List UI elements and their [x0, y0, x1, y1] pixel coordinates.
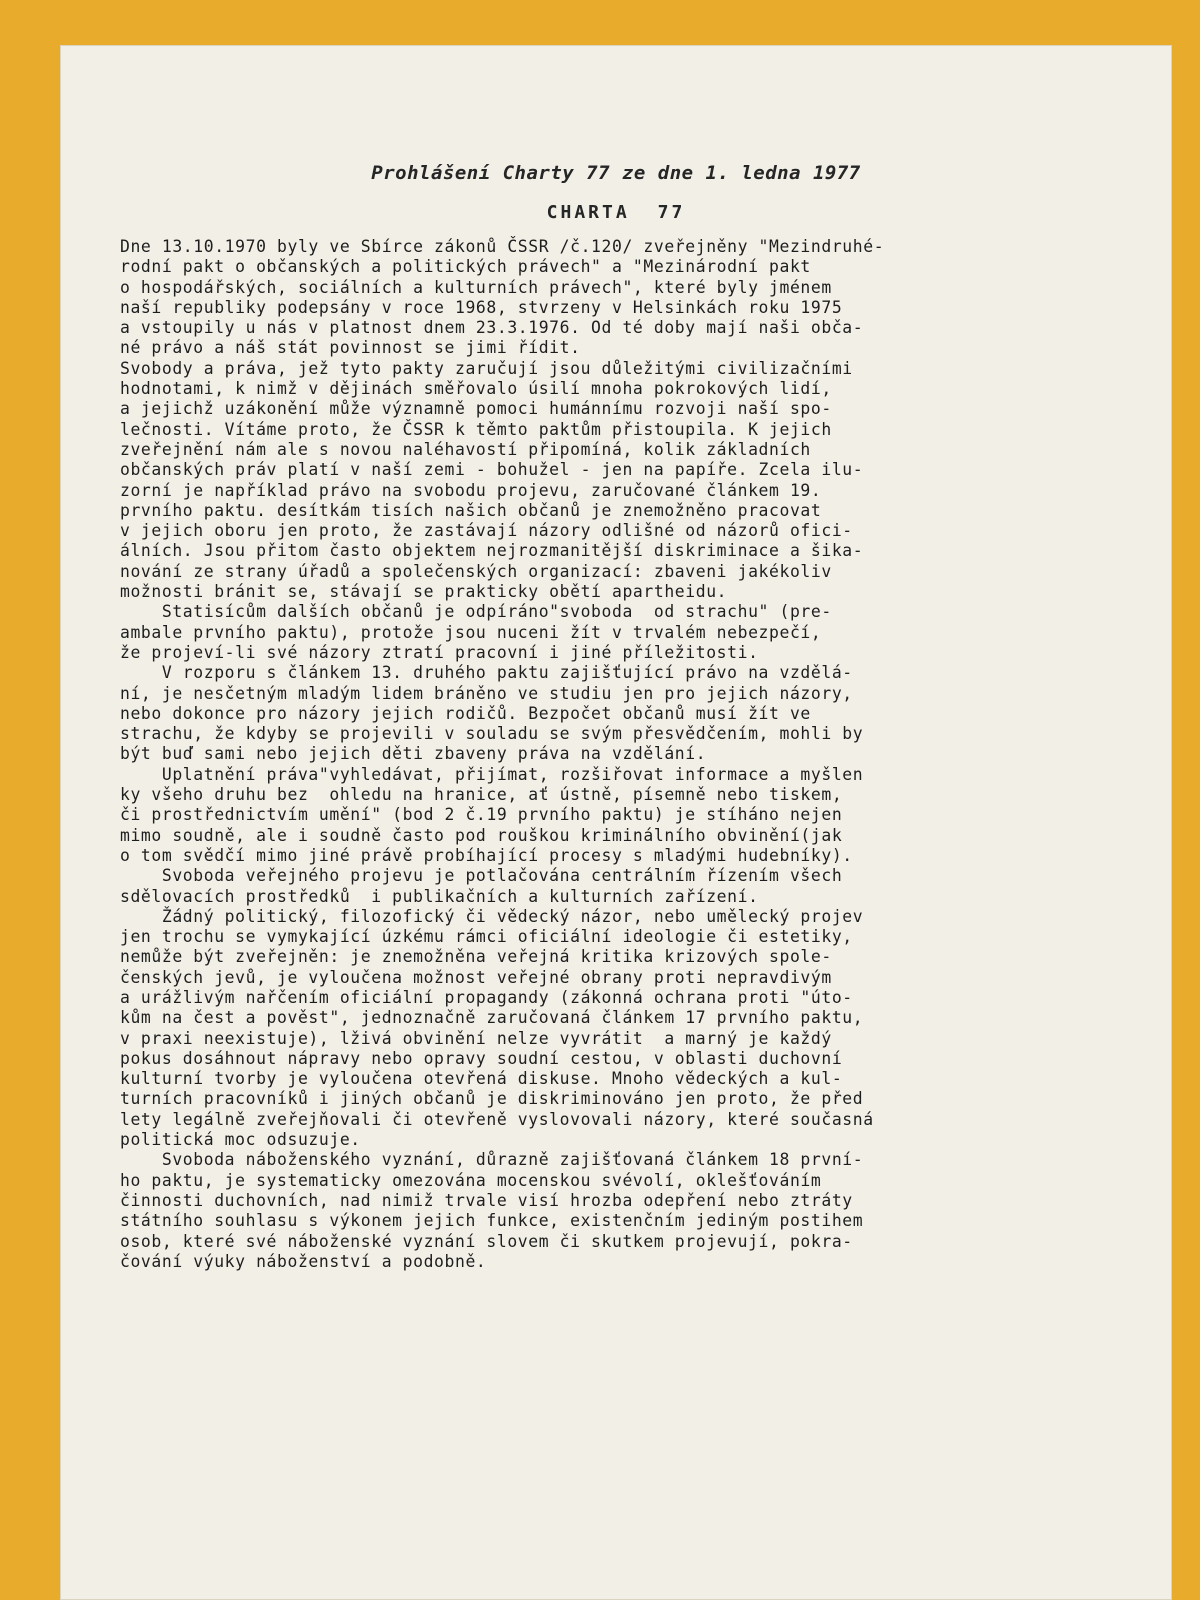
text-line: a vstoupily u nás v platnost dnem 23.3.1976. Od té doby mají naši obča- — [120, 318, 864, 338]
heading-left: CHARTA — [546, 202, 630, 223]
heading-right: 77 — [657, 202, 686, 223]
text-line: že projeví-li své názory ztratí pracovní i jiné příležitosti. — [120, 642, 759, 662]
text-line: hodnotami, k nimž v dějinách směřovalo úsilí mnoha pokrokových lidí, — [120, 379, 832, 399]
text-line: lečnosti. Vítáme proto, že ČSSR k těmto paktům přistoupila. K jejich — [120, 419, 832, 439]
text-line: lety legálně zveřejňovali či otevřeně vyslovovali názory, které současná — [120, 1109, 874, 1129]
text-line: občanských práv platí v naší zemi - bohužel - jen na papíře. Zcela ilu- — [120, 460, 864, 480]
document-page — [60, 45, 1172, 1600]
text-line: álních. Jsou přitom často objektem nejrozmanitější diskriminace a šika- — [120, 541, 864, 561]
text-line: čenských jevů, je vyloučena možnost veřejné obrany proti nepravdivým — [120, 967, 832, 987]
text-line: Žádný politický, filozofický či vědecký názor, nebo umělecký projev — [120, 906, 864, 926]
text-line: kům na čest a pověst", jednoznačně zaručovaná článkem 17 prvního paktu, — [120, 1008, 864, 1028]
text-line: pokus dosáhnout nápravy nebo opravy soudní cestou, v oblasti duchovní — [120, 1048, 843, 1068]
text-line: o tom svědčí mimo jiné právě probíhající procesy s mladými hudebníky). — [120, 845, 853, 865]
text-line: osob, které své náboženské vyznání slovem či skutkem projevují, pokra- — [120, 1231, 853, 1251]
text-line: né právo a náš stát povinnost se jimi řídit. — [120, 338, 581, 358]
text-line: strachu, že kdyby se projevili v souladu se svým přesvědčením, mohli by — [120, 724, 864, 744]
text-line: V rozporu s článkem 13. druhého paktu zajišťující právo na vzdělá- — [120, 663, 853, 683]
text-line: Dne 13.10.1970 byly ve Sbírce zákonů ČSSR /č.120/ zveřejněny "Mezindruhé- — [120, 237, 885, 256]
text-line: politická moc odsuzuje. — [120, 1130, 361, 1150]
text-line: rodní pakt o občanských a politických právech" a "Mezinárodní pakt — [120, 257, 811, 277]
text-line: nemůže být zveřejněn: je znemožněna veřejná kritika krizových spole- — [120, 947, 832, 967]
text-line: zorní je například právo na svobodu projevu, zaručované článkem 19. — [120, 480, 822, 500]
text-line: prvního paktu. desítkám tisích našich občanů je znemožněno pracovat — [120, 500, 822, 520]
text-line: a urážlivým nařčením oficiální propagandy (zákonná ochrana proti "úto- — [120, 987, 853, 1007]
text-line: ní, je nesčetným mladým lidem bráněno ve studiu jen pro jejich názory, — [120, 683, 853, 703]
text-line: nebo dokonce pro názory jejich rodičů. Bezpočet občanů musí žít ve — [120, 703, 811, 723]
document-title: Prohlášení Charty 77 ze dne 1. ledna 1977 — [371, 162, 861, 184]
text-line: naší republiky podepsány v roce 1968, stvrzeny v Helsinkách roku 1975 — [120, 297, 843, 317]
text-line: činnosti duchovních, nad nimiž trvale visí hrozba odepření nebo ztráty — [120, 1190, 853, 1210]
text-line: státního souhlasu s výkonem jejich funkce, existenčním jediným postihem — [120, 1211, 864, 1231]
text-line: ambale prvního paktu), protože jsou nuceni žít v trvalém nebezpečí, — [120, 622, 822, 642]
text-line: ho paktu, je systematicky omezována mocenskou svévolí, oklešťováním — [120, 1170, 822, 1190]
text-line: v praxi neexistuje), lživá obvinění nelze vyvrátit a marný je každý — [120, 1028, 832, 1048]
text-line: čování výuky náboženství a podobně. — [120, 1251, 487, 1271]
text-line: turních pracovníků i jiných občanů je diskriminováno jen proto, že před — [120, 1089, 864, 1109]
text-line: nování ze strany úřadů a společenských organizací: zbaveni jakékoliv — [120, 561, 832, 581]
text-line: sdělovacích prostředků i publikačních a kulturních zařízení. — [120, 886, 759, 906]
text-line: ky všeho druhu bez ohledu na hranice, ať ústně, písemně nebo tiskem, — [120, 785, 843, 805]
text-line: Statisícům dalších občanů je odpíráno"svoboda od strachu" (pre- — [120, 602, 832, 622]
text-line: v jejich oboru jen proto, že zastávají názory odlišné od názorů ofici- — [120, 521, 853, 541]
text-line: mimo soudně, ale i soudně často pod rouškou kriminálního obvinění(jak — [120, 825, 843, 845]
document-body — [120, 237, 1100, 1272]
text-line: kulturní tvorby je vyloučena otevřená diskuse. Mnoho vědeckých a kul- — [120, 1069, 843, 1089]
text-line: a jejichž uzákonění může významně pomoci humánnímu rozvoji naší spo- — [120, 399, 832, 419]
text-line: zveřejnění nám ale s novou naléhavostí připomíná, kolik základních — [120, 439, 811, 459]
text-line: Svobody a práva, jež tyto pakty zaručují jsou důležitými civilizačními — [120, 358, 853, 378]
text-line: Svoboda náboženského vyznání, důrazně zajišťovaná článkem 18 první- — [120, 1150, 864, 1170]
text-line: Uplatnění práva"vyhledávat, přijímat, rozšiřovat informace a myšlen — [120, 764, 864, 784]
text-line: jen trochu se vymykající úzkému rámci oficiální ideologie či estetiky, — [120, 927, 853, 947]
text-line: možnosti bránit se, stávají se prakticky obětí apartheidu. — [120, 582, 728, 602]
text-line: o hospodářských, sociálních a kulturních právech", které byly jménem — [120, 277, 832, 297]
text-line: být buď sami nebo jejich děti zbaveny práva na vzdělání. — [120, 744, 707, 764]
document-heading — [60, 202, 1172, 223]
text-line: či prostřednictvím umění" (bod 2 č.19 prvního paktu) je stíháno nejen — [120, 805, 843, 825]
text-line: Svoboda veřejného projevu je potlačována centrálním řízením všech — [120, 866, 843, 886]
